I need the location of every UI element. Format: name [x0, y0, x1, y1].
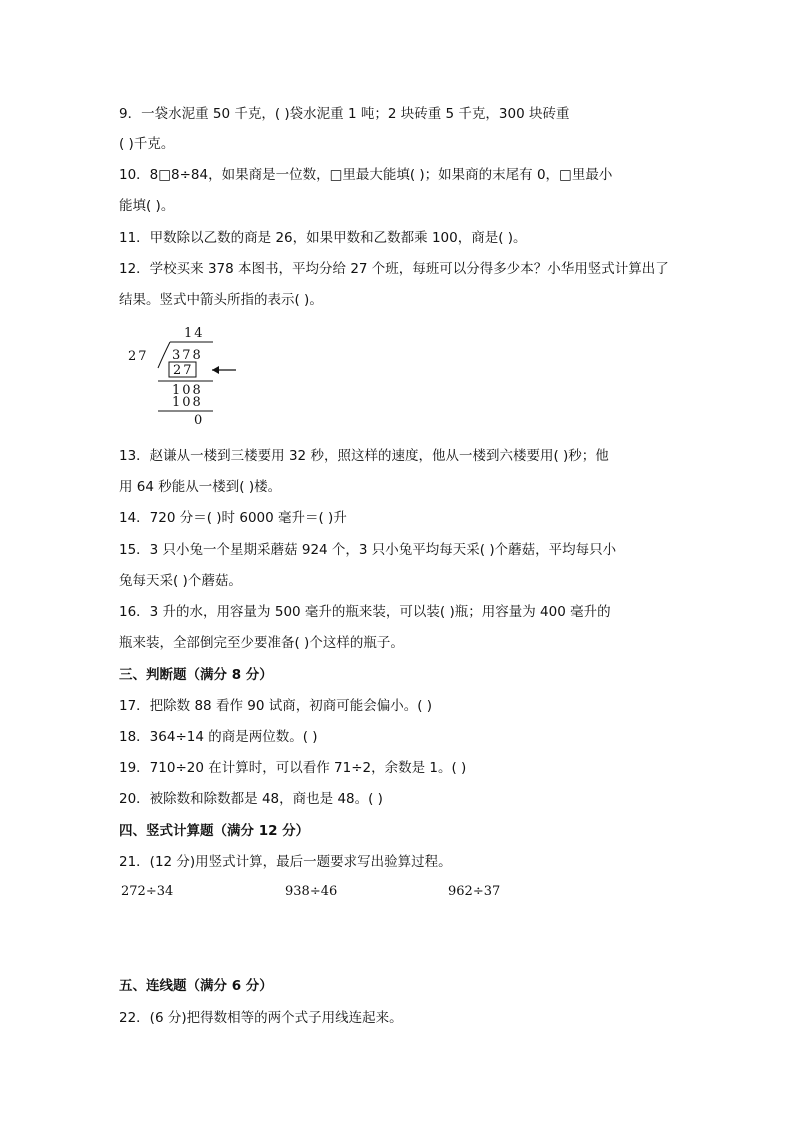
division-step2b: 108	[172, 395, 203, 410]
calc-problem-3: 962÷37	[448, 884, 501, 899]
q16-line2: 瓶来装，全部倒完至少要准备( )个这样的瓶子。	[119, 635, 404, 651]
q15-line1: 15．3 只小兔一个星期采蘑菇 924 个，3 只小兔平均每天采( )个蘑菇，平均每只小	[119, 542, 617, 558]
q10-line1: 10．8□8÷84，如果商是一位数，□里最大能填( )；如果商的末尾有 0，□里最小	[119, 167, 613, 183]
division-dividend: 378	[172, 348, 203, 363]
q9-line2: ( )千克。	[119, 136, 175, 152]
division-divisor: 27	[128, 349, 149, 364]
q14: 14．720 分＝( )时 6000 毫升＝( )升	[119, 510, 347, 526]
q21: 21．(12 分)用竖式计算，最后一题要求写出验算过程。	[119, 854, 452, 870]
section-3-title: 三、判断题（满分 8 分）	[119, 667, 273, 683]
division-remainder: 0	[194, 413, 203, 428]
q10-line2: 能填( )。	[119, 198, 175, 214]
q12-line1: 12．学校买来 378 本图书，平均分给 27 个班，每班可以分得多少本？小华用竖式计算出了	[119, 261, 669, 277]
q13-line1: 13．赵谦从一楼到三楼要用 32 秒，照这样的速度，他从一楼到六楼要用( )秒；他	[119, 448, 609, 464]
division-step2a: 108	[172, 383, 203, 398]
long-division-diagram	[118, 320, 258, 430]
q13-line2: 用 64 秒能从一楼到( )楼。	[119, 479, 282, 495]
division-bracket	[158, 342, 170, 368]
q22: 22．(6 分)把得数相等的两个式子用线连起来。	[119, 1010, 403, 1026]
division-quotient: 14	[184, 326, 205, 341]
calc-problem-2: 938÷46	[285, 884, 338, 899]
calc-problem-1: 272÷34	[121, 884, 174, 899]
q16-line1: 16．3 升的水，用容量为 500 毫升的瓶来装，可以装( )瓶；用容量为 400 毫升的	[119, 604, 611, 620]
division-step1: 27	[173, 363, 194, 378]
q9-line1: 9．一袋水泥重 50 千克，( )袋水泥重 1 吨；2 块砖重 5 千克，300 块砖重	[119, 106, 570, 122]
q11: 11．甲数除以乙数的商是 26，如果甲数和乙数都乘 100，商是( )。	[119, 230, 527, 246]
q19: 19．710÷20 在计算时，可以看作 71÷2，余数是 1。( )	[119, 760, 467, 776]
q18: 18．364÷14 的商是两位数。( )	[119, 729, 318, 745]
section-5-title: 五、连线题（满分 6 分）	[119, 978, 273, 994]
q15-line2: 兔每天采( )个蘑菇。	[119, 573, 242, 589]
q17: 17．把除数 88 看作 90 试商，初商可能会偏小。( )	[119, 698, 433, 714]
q12-line2: 结果。竖式中箭头所指的表示( )。	[119, 292, 323, 308]
section-4-title: 四、竖式计算题（满分 12 分）	[119, 823, 310, 839]
q20: 20．被除数和除数都是 48，商也是 48。( )	[119, 791, 383, 807]
arrow-icon	[212, 366, 219, 374]
